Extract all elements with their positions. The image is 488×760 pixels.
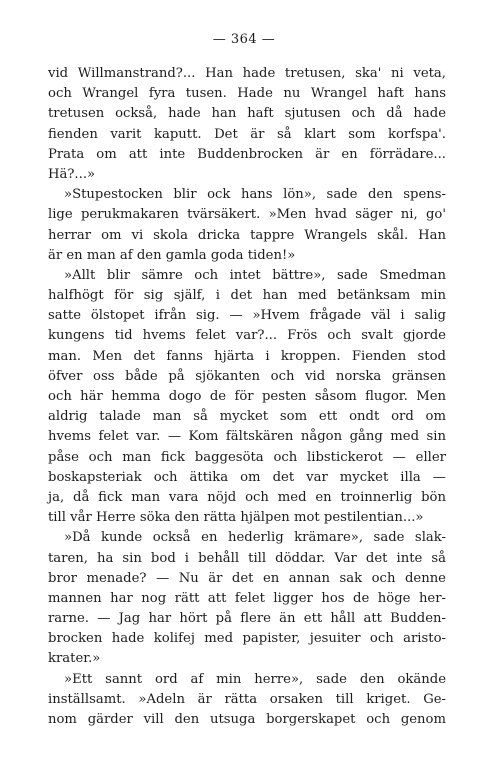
text-line: fienden varit kaputt. Det är så klart som korfspa'. [48, 126, 446, 142]
text-line: man. Men det fanns hjärta i kroppen. Fienden stod [48, 348, 446, 364]
text-line: inställsamt. »Adeln är rätta orsaken till kriget. Ge- [48, 691, 446, 707]
text-line: halfhögt för sig själf, i det han med betänksam min [48, 288, 446, 304]
text-line: bror menade? — Nu är det en annan sak och denne [48, 570, 446, 586]
text-line: är en man af den gamla goda tiden!» [48, 247, 296, 263]
body-text [48, 64, 446, 730]
text-line: och här hemma dogo de för pesten såsom flugor. Men [48, 389, 446, 404]
text-line: mannen har nog rätt att felet ligger hos de höge her- [48, 590, 446, 606]
text-line: boskapsteriak och ättika om det var mycket illa — [48, 469, 446, 485]
text-line: rarne. — Jag har hört på flere än ett håll att Budden- [48, 611, 446, 627]
text-line: tretusen också, hade han haft sjutusen och då hade [48, 106, 446, 122]
text-line: lige perukmakaren tvärsäkert. »Men hvad säger ni, go' [48, 207, 446, 223]
text-line: Prata om att inte Buddenbrocken är en förrädare... [48, 146, 446, 162]
text-line: och Wrangel fyra tusen. Hade nu Wrangel haft hans [48, 86, 446, 102]
text-line: öfver oss både på sjökanten och vid norska gränsen [48, 368, 446, 384]
text-line: påse och man fick baggesöta och libstickerot — eller [48, 449, 446, 465]
text-line: krater.» [48, 651, 101, 667]
text-line: ja, då fick man vara nöjd och med en troinnerlig bön [48, 489, 446, 505]
text-line: brocken hade kolifej med papister, jesuiter och aristo- [48, 631, 446, 647]
text-line: Hä?...» [48, 166, 96, 182]
text-line: »Då kunde också en hederlig krämare», sade slak- [64, 530, 446, 546]
text-line: herrar om vi skola dricka tappre Wrangels skål. Han [48, 227, 446, 243]
text-line: aldrig talade man så mycket som ett ondt ord om [48, 409, 446, 425]
text-line: hvems felet var. — Kom fältskären någon gång med sin [48, 429, 446, 445]
text-line: kungens tid hvems felet var?... Frös och svalt gjorde [48, 328, 446, 344]
text-line: nom gärder vill den utsuga borgerskapet och genom [48, 712, 446, 727]
text-line: »Stupestocken blir ock hans lön», sade den spens- [64, 187, 446, 203]
text-line: »Allt blir sämre och intet bättre», sade Smedman [64, 267, 446, 283]
text-line: satte ölstopet ifrån sig. — »Hvem frågade väl i salig [48, 308, 446, 324]
text-line: »Ett sannt ord af min herre», sade den okände [64, 671, 446, 687]
text-line: vid Willmanstrand?... Han hade tretusen, ska' ni veta, [48, 66, 446, 81]
page-number: — 364 — [212, 32, 276, 47]
text-line: taren, ha sin bod i behåll till döddar. Var det inte så [48, 550, 446, 566]
text-line: till vår Herre söka den rätta hjälpen mot pestilentian...» [48, 510, 424, 526]
